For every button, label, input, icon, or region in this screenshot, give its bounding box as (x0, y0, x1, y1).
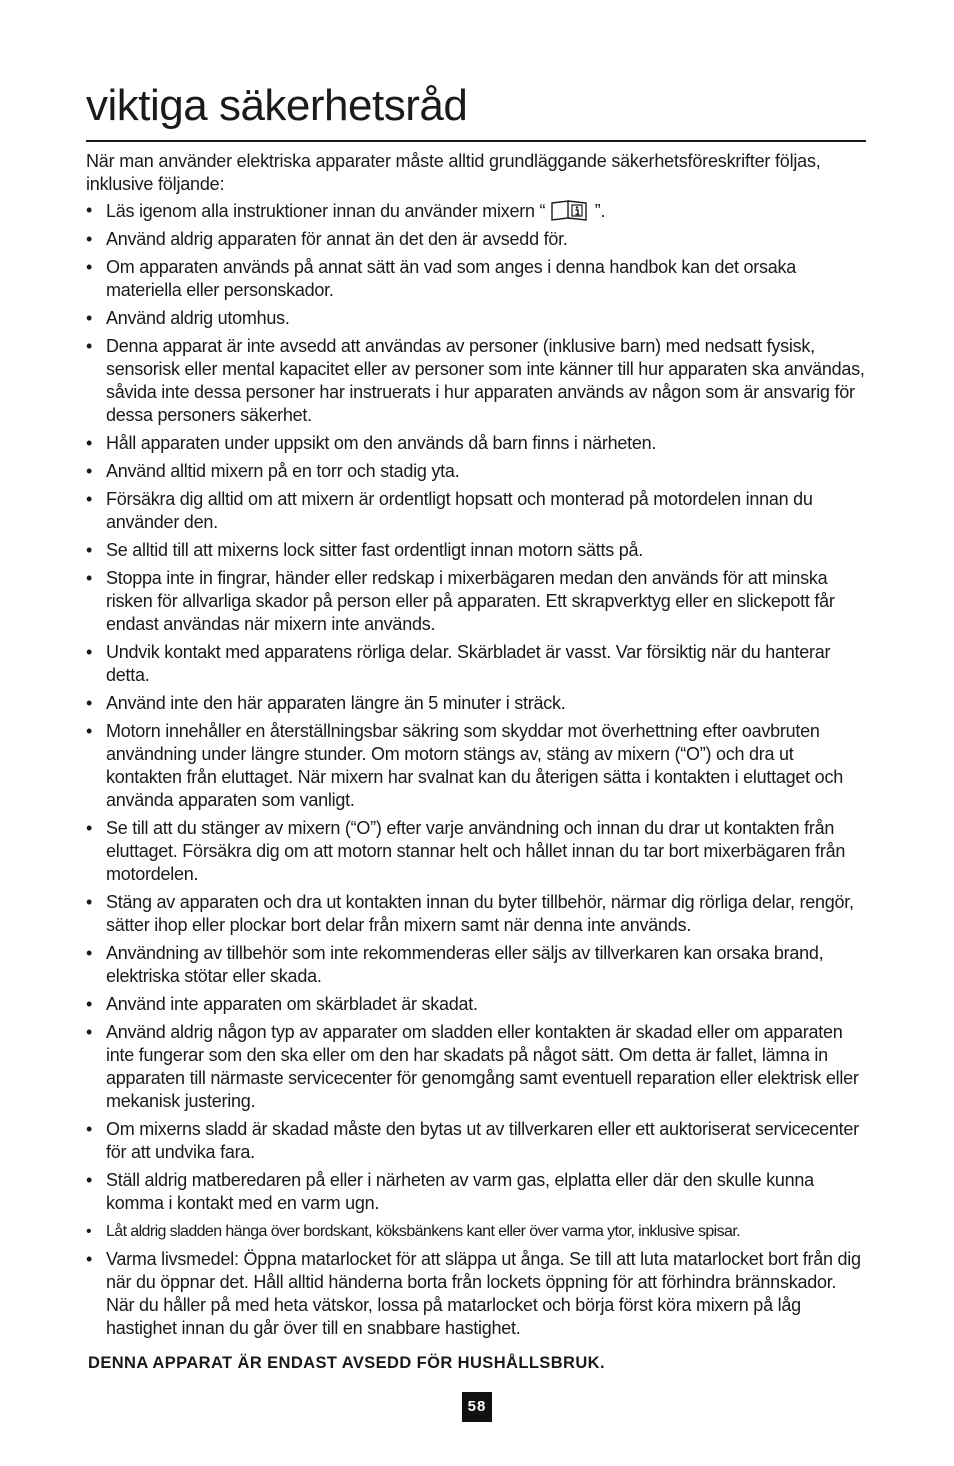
rule-text: Använd aldrig någon typ av apparater om sladden eller kontakten är skadad eller om apparaten inte fungerar som den ska eller om den har skadats på något sätt. Om detta är fallet, lämna in apparaten till närmaste servicecenter för genomgång samt eventuell reparation eller elektrisk eller mekanisk justering. (106, 1022, 859, 1111)
rule-text: Använd inte den här apparaten längre än 5 minuter i sträck. (106, 693, 566, 713)
rule-text-end: ”. (594, 201, 606, 221)
bullet: • (86, 892, 93, 912)
rule-text: Använd aldrig utomhus. (106, 308, 290, 328)
list-item (86, 1248, 866, 1340)
list-item (86, 1169, 866, 1215)
list-item (86, 460, 866, 483)
bullet: • (86, 1022, 93, 1042)
list-item (86, 817, 866, 886)
list-item (86, 256, 866, 302)
list-item (86, 488, 866, 534)
list-item (86, 539, 866, 562)
bullet: • (86, 489, 93, 509)
rule-text: Stäng av apparaten och dra ut kontakten innan du byter tillbehör, närmar dig rörliga delar, rengör, sätter ihop eller plockar bort delar från mixern samt när denna inte används. (106, 892, 854, 935)
rule-text: Undvik kontakt med apparatens rörliga delar. Skärbladet är vasst. Var försiktig när du hanterar detta. (106, 642, 831, 685)
rule-text: Använd alltid mixern på en torr och stadig yta. (106, 461, 460, 481)
bullet: • (86, 943, 93, 963)
list-item (86, 641, 866, 687)
rule-text: Se alltid till att mixerns lock sitter fast ordentligt innan motorn sätts på. (106, 540, 643, 560)
list-item (86, 1021, 866, 1113)
list-item (86, 228, 866, 251)
list-item (86, 993, 866, 1016)
rule-text: Använd inte apparaten om skärbladet är skadat. (106, 994, 478, 1014)
list-item (86, 720, 866, 812)
list-item (86, 1220, 866, 1243)
page-title: viktiga säkerhetsråd (86, 76, 866, 142)
bullet: • (86, 818, 93, 838)
rule-text: Om apparaten används på annat sätt än vad som anges i denna handbok kan det orsaka materiella eller personskador. (106, 257, 796, 300)
bullet: • (86, 229, 93, 249)
rule-text: Läs igenom alla instruktioner innan du använder mixern “ (106, 201, 546, 221)
rule-text: Låt aldrig sladden hänga över bordskant, köksbänkens kant eller över varma ytor, inklusive spisar. (106, 1223, 741, 1240)
rule-text: Håll apparaten under uppsikt om den används då barn finns i närheten. (106, 433, 657, 453)
safety-rules-list (86, 199, 866, 1340)
rule-text: Användning av tillbehör som inte rekommenderas eller säljs av tillverkaren kan orsaka brand, elektriska stötar eller skada. (106, 943, 824, 986)
book-info-icon (550, 199, 590, 221)
bullet: • (86, 721, 93, 741)
bullet: • (86, 540, 93, 560)
bullet: • (86, 461, 93, 481)
list-item (86, 567, 866, 636)
list-item (86, 307, 866, 330)
bullet: • (86, 336, 93, 356)
intro-paragraph: När man använder elektriska apparater måste alltid grundläggande säkerhetsföreskrifter följas, inklusive följande: (86, 151, 821, 194)
list-item (86, 199, 866, 223)
bullet: • (86, 1249, 93, 1269)
rule-text: Försäkra dig alltid om att mixern är ordentligt hopsatt och monterad på motordelen innan du använder den. (106, 489, 813, 532)
rule-text: Se till att du stänger av mixern (“O”) efter varje användning och innan du drar ut kontakten från eluttaget. Försäkra dig om att motorn stannar helt och hållet innan du tar bort mixerbägaren från motordelen. (106, 818, 846, 884)
bullet: • (86, 642, 93, 662)
rule-text: Motorn innehåller en återställningsbar säkring som skyddar mot överhettning efter oavbruten användning under längre stunder. Om motorn stängs av, stäng av mixern (“O”) och dra ut kontakten från eluttaget. När mixern har svalnat kan du återigen sätta i kontakten i eluttaget och använda apparaten som vanligt. (106, 721, 843, 810)
bullet: • (86, 568, 93, 588)
list-item (86, 335, 866, 427)
bullet: • (86, 994, 93, 1014)
list-item (86, 942, 866, 988)
bullet: • (86, 200, 93, 220)
list-item (86, 432, 866, 455)
rule-text: Ställ aldrig matberedaren på eller i närheten av varm gas, elplatta eller där den skulle kunna komma i kontakt med en varm ugn. (106, 1170, 814, 1213)
list-item (86, 692, 866, 715)
rule-text: Varma livsmedel: Öppna matarlocket för att släppa ut ånga. Se till att luta matarlocket bort från dig när du öppnar det. Håll alltid händerna borta från lockets öppning för att förhindra brännskador. När du håller på med heta vätskor, lossa på matarlocket och börja först köra mixern på låg hastighet innan du går över till en snabbare hastighet. (106, 1249, 861, 1338)
rule-text: Denna apparat är inte avsedd att användas av personer (inklusive barn) med nedsatt fysisk, sensorisk eller mental kapacitet eller av personer som inte känner till hur apparaten ska användas, såvida inte dessa personer har instruerats i hur apparaten används av någon som är ansvarig för dessa personers säkerhet. (106, 336, 865, 425)
bullet: • (86, 257, 93, 277)
bullet: • (86, 308, 93, 328)
bullet: • (86, 1170, 93, 1190)
list-item (86, 1118, 866, 1164)
bullet: • (86, 1119, 93, 1139)
page-content (86, 76, 866, 1345)
rule-text: Stoppa inte in fingrar, händer eller redskap i mixerbägaren medan den används för att minska risken för allvarliga skador på person eller på apparaten. Ett skrapverktyg eller en slickepott får endast användas när mixern inte används. (106, 568, 835, 634)
rule-text: Använd aldrig apparaten för annat än det den är avsedd för. (106, 229, 568, 249)
household-use-note: DENNA APPARAT ÄR ENDAST AVSEDD FÖR HUSHÅLLSBRUK. (88, 1354, 605, 1372)
bullet: • (86, 1223, 92, 1240)
list-item (86, 891, 866, 937)
bullet: • (86, 693, 93, 713)
rule-text: Om mixerns sladd är skadad måste den bytas ut av tillverkaren eller ett auktoriserat servicecenter för att undvika fara. (106, 1119, 859, 1162)
page-number: 58 (462, 1392, 492, 1422)
bullet: • (86, 433, 93, 453)
